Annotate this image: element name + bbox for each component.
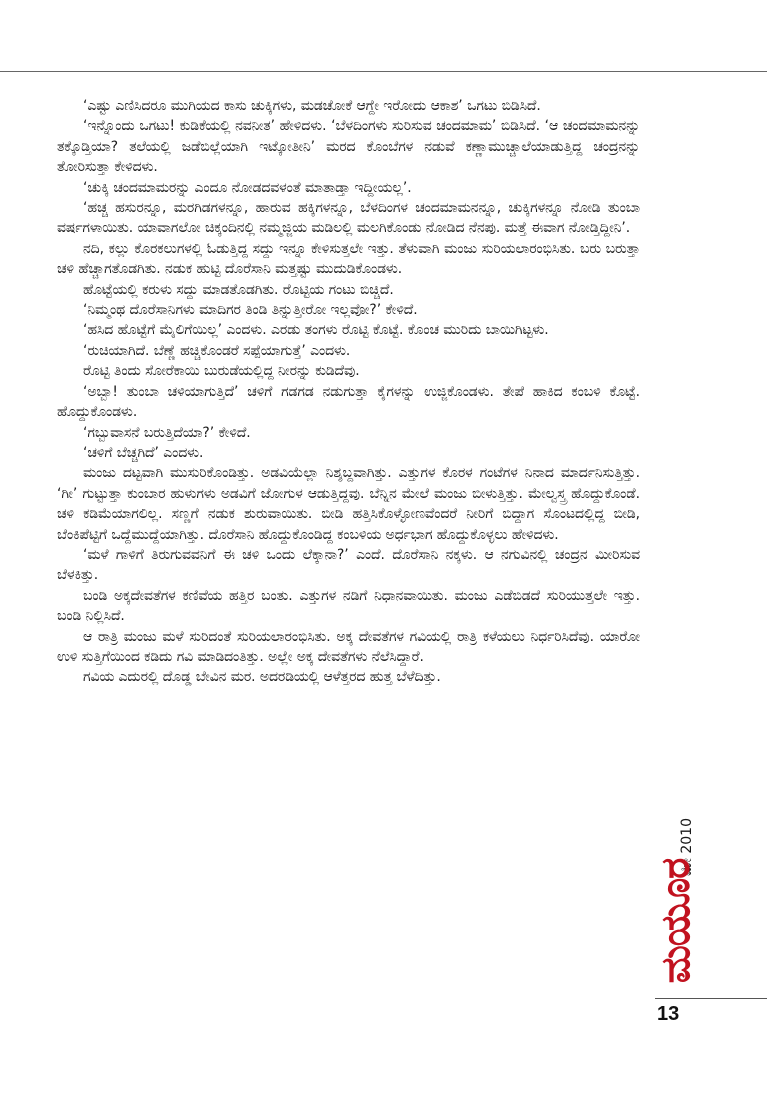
paragraph: ‘ನಿಮ್ಮಂಥ ದೊರೆಸಾನಿಗಳು ಮಾದಿಗರ ತಿಂಡಿ ತಿನ್ನುತ್ತೀರೋ ಇಲ್ಲವೋ?’ ಕೇಳಿದೆ. [83, 302, 418, 319]
top-rule [0, 71, 767, 72]
paragraph: ಹೊಟ್ಟೆಯಲ್ಲಿ ಕರುಳು ಸದ್ದು ಮಾಡತೊಡಗಿತು. ರೊಟ್ಟಿಯ ಗಂಟು ಬಿಚ್ಚಿದೆ. [83, 281, 394, 298]
sidebar-rule [655, 998, 767, 999]
paragraph: ‘ಇನ್ನೊಂದು ಒಗಟು! ಕುಡಿಕೆಯಲ್ಲಿ ನವನೀತ’ ಹೇಳಿದಳು. ‘ಬೆಳದಿಂಗಳು ಸುರಿಸುವ ಚಂದಮಾಮ’ ಬಿಡಿಸಿದೆ. ‘ಆ ಚಂದಮಾಮನನ್ನು ತಕ್ಕೊಡ್ತಿಯಾ? ತಲೆಯಲ್ಲಿ ಜಡೆಬಿಲ್ಲೆಯಾಗಿ ಇಟ್ಕೋತೀನಿ’ ಮರದ ಕೊಂಬೆಗಳ ನಡುವೆ ಕಣ್ಣಾಮುಚ್ಚಾಲೆಯಾಡುತ್ತಿದ್ದ ಚಂದ್ರನನ್ನು ತೋರಿಸುತ್ತಾ ಕೇಳಿದಳು. [57, 118, 640, 176]
paragraph: ರೊಟ್ಟಿ ತಿಂದು ಸೋರೆಕಾಯಿ ಬುರುಡೆಯಲ್ಲಿದ್ದ ನೀರನ್ನು ಕುಡಿದೆವು. [83, 363, 360, 380]
paragraph: ಆ ರಾತ್ರಿ ಮಂಜು ಮಳೆ ಸುರಿದಂತೆ ಸುರಿಯಲಾರಂಭಿಸಿತು. ಅಕ್ಕ ದೇವತೆಗಳ ಗವಿಯಲ್ಲಿ ರಾತ್ರಿ ಕಳೆಯಲು ನಿರ್ಧರಿಸಿದೆವು. ಯಾರೋ ಉಳಿ ಸುತ್ತಿಗೆಯಿಂದ ಕಡಿದು ಗವಿ ಮಾಡಿದಂತಿತ್ತು. ಅಲ್ಲೇ ಅಕ್ಕ ದೇವತೆಗಳು ನೆಲೆಸಿದ್ದಾರೆ. [57, 628, 640, 665]
paragraph: ಬಂಡಿ ಅಕ್ಕದೇವತೆಗಳ ಕಣಿವೆಯ ಹತ್ತಿರ ಬಂತು. ಎತ್ತುಗಳ ನಡಿಗೆ ನಿಧಾನವಾಯಿತು. ಮಂಜು ಎಡೆಬಿಡದೆ ಸುರಿಯುತ್ತಲೇ ಇತ್ತು. ಬಂಡಿ ನಿಲ್ಲಿಸಿದೆ. [57, 587, 640, 625]
paragraph: ‘ಮಳೆ ಗಾಳಿಗೆ ತಿರುಗುವವನಿಗೆ ಈ ಚಳಿ ಒಂದು ಲೆಕ್ಕಾನಾ?’ ಎಂದೆ. ದೊರೆಸಾನಿ ನಕ್ಕಳು. ಆ ನಗುವಿನಲ್ಲಿ ಚಂದ್ರನ ಮೀರಿಸುವ ಬೆಳಕಿತ್ತು. [57, 546, 640, 584]
magazine-logo: ಮಯೂರ [653, 858, 699, 984]
paragraph: ಗವಿಯ ಎದುರಲ್ಲಿ ದೊಡ್ಡ ಬೇವಿನ ಮರ. ಅದರಡಿಯಲ್ಲಿ ಆಳೆತ್ತರದ ಹುತ್ತ ಬೆಳೆದಿತ್ತು. [83, 669, 441, 686]
paragraph: ಮಂಜು ದಟ್ಟವಾಗಿ ಮುಸುರಿಕೊಂಡಿತ್ತು. ಅಡವಿಯೆಲ್ಲಾ ನಿಶ್ಶಬ್ದವಾಗಿತ್ತು. ಎತ್ತುಗಳ ಕೊರಳ ಗಂಟೆಗಳ ನಿನಾದ ಮಾರ್ದನಿಸುತ್ತಿತ್ತು. ‘ಗೀ’ ಗುಟ್ಟುತ್ತಾ ಕುಂಬಾರ ಹುಳುಗಳು ಅಡವಿಗೆ ಜೋಗುಳ ಆಡುತ್ತಿದ್ದವು. ಬೆನ್ನಿನ ಮೇಲೆ ಮಂಜು ಬೀಳುತ್ತಿತ್ತು. ಮೇಲ್ವಸ್ತ್ರ ಹೊದ್ದುಕೊಂಡೆ. ಚಳಿ ಕಡಿಮೆಯಾಗಲಿಲ್ಲ. ಸಣ್ಣಗೆ ನಡುಕ ಶುರುವಾಯಿತು. ಬೀಡಿ ಹತ್ತಿಸಿಕೊಳ್ಳೋಣವೆಂದರೆ ನೀರಿಗೆ ಬಿದ್ದಾಗ ಸೊಂಟದಲ್ಲಿದ್ದ ಬೀಡಿ, ಬೆಂಕಿಪೆಟ್ಟಿಗೆ ಒದ್ದೆಮುದ್ದೆಯಾಗಿತ್ತು. ದೊರೆಸಾನಿ ಹೊದ್ದುಕೊಂಡಿದ್ದ ಕಂಬಳಿಯ ಅರ್ಧಭಾಗ ಹೊದ್ದುಕೊಳ್ಳಲು ಹೇಳಿದಳು. [57, 465, 640, 543]
paragraph: ‘ಅಬ್ಬಾ! ತುಂಬಾ ಚಳಿಯಾಗುತ್ತಿದೆ’ ಚಳಿಗೆ ಗಡಗಡ ನಡುಗುತ್ತಾ ಕೈಗಳನ್ನು ಉಜ್ಜಿಕೊಂಡಳು. ತೇಪೆ ಹಾಕಿದ ಕಂಬಳಿ ಕೊಟ್ಟೆ. ಹೊದ್ದುಕೊಂಡಳು. [57, 383, 640, 421]
paragraph: ‘ಚಳಿಗೆ ಬೆಚ್ಚಗಿದೆ’ ಎಂದಳು. [83, 444, 204, 461]
paragraph: ‘ಹಚ್ಚ ಹಸುರನ್ನೂ, ಮರಗಿಡಗಳನ್ನೂ, ಹಾರುವ ಹಕ್ಕಿಗಳನ್ನೂ, ಬೆಳದಿಂಗಳ ಚಂದಮಾಮನನ್ನೂ, ಚುಕ್ಕಿಗಳನ್ನೂ ನೋಡಿ ತುಂಬಾ ವರ್ಷಗಳಾಯಿತು. ಯಾವಾಗಲೋ ಚಿಕ್ಕಂದಿನಲ್ಲಿ ನಮ್ಮಜ್ಜಿಯ ಮಡಿಲಲ್ಲಿ ಮಲಗಿಕೊಂಡು ನೋಡಿದ ನೆನಪು. ಮತ್ತೆ ಈವಾಗ ನೋಡ್ತಿದ್ದೀನಿ’. [57, 200, 640, 237]
paragraph: ‘ಚುಕ್ಕಿ ಚಂದಮಾಮರನ್ನು ಎಂದೂ ನೋಡದವಳಂತೆ ಮಾತಾಡ್ತಾ ಇದ್ದೀಯಲ್ಲ’. [83, 179, 412, 196]
page-number: 13 [657, 1003, 680, 1025]
paragraph: ‘ಹಸಿದ ಹೊಟ್ಟೆಗೆ ಮೈಲಿಗೆಯಿಲ್ಲ’ ಎಂದಳು. ಎರಡು ತಂಗಳು ರೊಟ್ಟಿ ಕೊಟ್ಟೆ. ಕೊಂಚ ಮುರಿದು ಬಾಯಿಗಿಟ್ಟಳು. [83, 322, 549, 339]
page-sidebar [655, 818, 767, 1028]
paragraph: ‘ಗಬ್ಬುವಾಸನೆ ಬರುತ್ತಿದೆಯಾ?’ ಕೇಳಿದೆ. [83, 424, 251, 441]
paragraph: ‘ರುಚಿಯಾಗಿದೆ. ಬೆಣ್ಣೆ ಹಚ್ಚಿಕೊಂಡರೆ ಸಪ್ಪೆಯಾಗುತ್ತೆ’ ಎಂದಳು. [83, 342, 351, 359]
paragraph: ನದಿ, ಕಲ್ಲು ಕೊರಕಲುಗಳಲ್ಲಿ ಓಡುತ್ತಿದ್ದ ಸದ್ದು ಇನ್ನೂ ಕೇಳಿಸುತ್ತಲೇ ಇತ್ತು. ತೆಳುವಾಗಿ ಮಂಜು ಸುರಿಯಲಾರಂಭಿಸಿತು. ಬರು ಬರುತ್ತಾ ಚಳಿ ಹೆಚ್ಚಾಗತೊಡಗಿತು. ನಡುಕ ಹುಟ್ಟಿ ದೊರೆಸಾನಿ ಮತ್ತಷ್ಟು ಮುದುಡಿಕೊಂಡಳು. [57, 240, 640, 278]
story-text [57, 96, 640, 688]
issue-date: ಮೇ 2010 [679, 818, 695, 876]
paragraph: ‘ಎಷ್ಟು ಎಣಿಸಿದರೂ ಮುಗಿಯದ ಕಾಸು ಚುಕ್ಕಿಗಳು, ಮಡಚೋಕೆ ಆಗ್ದೇ ಇರೋದು ಆಕಾಶ’ ಒಗಟು ಬಿಡಿಸಿದೆ. [83, 98, 541, 114]
